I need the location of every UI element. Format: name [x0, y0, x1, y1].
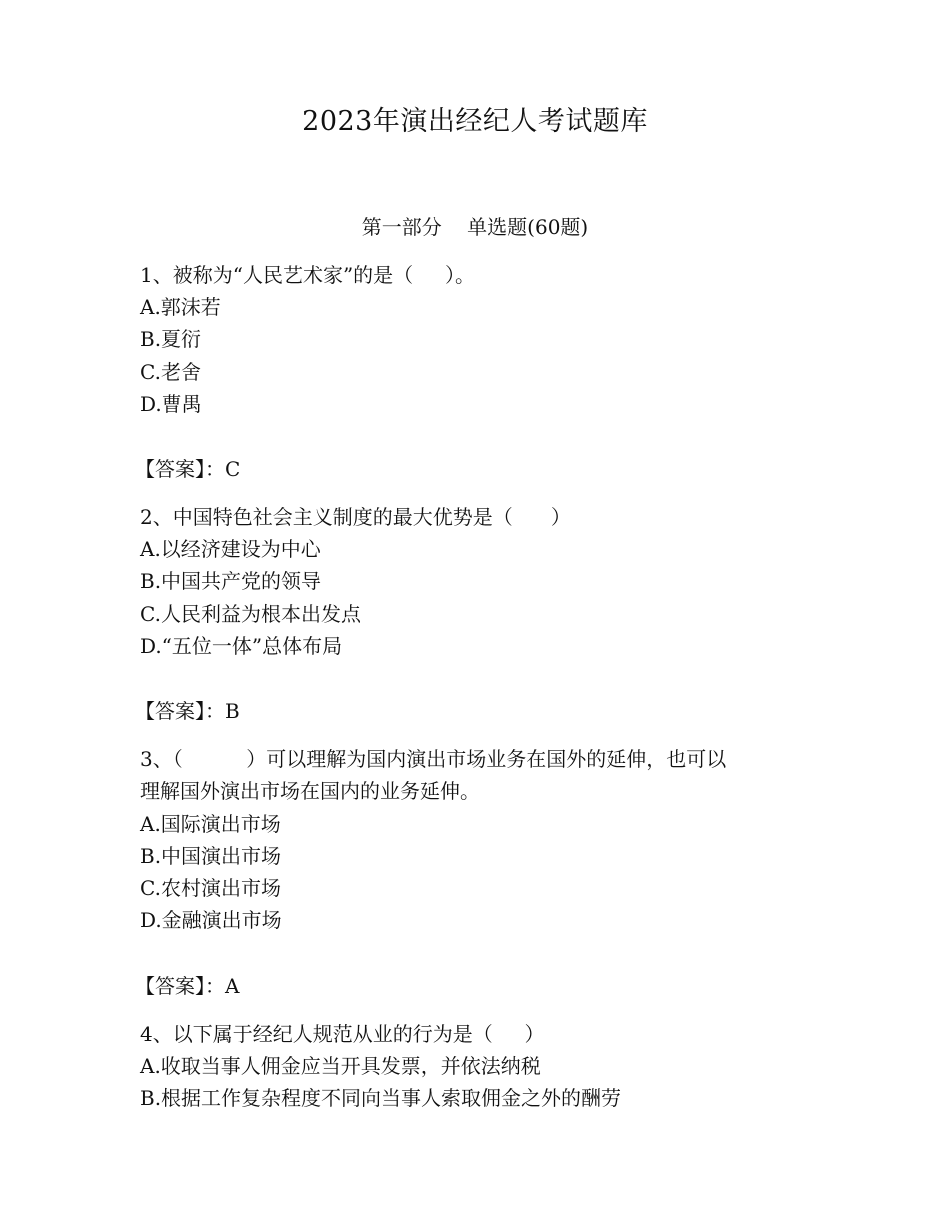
question-3-option-d: D.金融演出市场: [140, 908, 282, 932]
question-3-stem-line-2: 理解国外演出市场在国内的业务延伸。: [140, 779, 480, 803]
question-3-stem-line-1: 3、（ ）可以理解为国内演出市场业务在国外的延伸，也可以: [140, 747, 727, 771]
question-2-option-d: D.“五位一体”总体布局: [140, 634, 343, 658]
question-4-option-a: A.收取当事人佣金应当开具发票，并依法纳税: [140, 1054, 541, 1078]
section-title: 第一部分 单选题(60题): [361, 215, 589, 239]
question-1-option-c: C.老舍: [140, 360, 201, 384]
question-1-option-a: A.郭沫若: [140, 295, 221, 319]
document-title: 2023年演出经纪人考试题库: [302, 106, 648, 137]
question-3-option-b: B.中国演出市场: [140, 844, 282, 868]
question-2-option-a: A.以经济建设为中心: [140, 537, 321, 561]
question-2-answer: 【答案】：B: [135, 699, 240, 723]
question-2-option-b: B.中国共产党的领导: [140, 569, 322, 593]
question-3-answer: 【答案】：A: [135, 974, 240, 998]
question-3-option-a: A.国际演出市场: [140, 812, 281, 836]
question-1-answer: 【答案】：C: [135, 457, 241, 481]
question-2-stem: 2、中国特色社会主义制度的最大优势是（ ）: [140, 505, 571, 529]
question-1-stem: 1、被称为“人民艺术家”的是（ ）。: [140, 263, 475, 287]
question-3-option-c: C.农村演出市场: [140, 876, 281, 900]
question-1-option-b: B.夏衍: [140, 327, 202, 351]
question-2-option-c: C.人民利益为根本出发点: [140, 602, 361, 626]
question-1-option-d: D.曹禺: [140, 392, 202, 416]
question-4-stem: 4、以下属于经纪人规范从业的行为是（ ）: [140, 1022, 545, 1046]
question-4-option-b: B.根据工作复杂程度不同向当事人索取佣金之外的酬劳: [140, 1086, 622, 1110]
